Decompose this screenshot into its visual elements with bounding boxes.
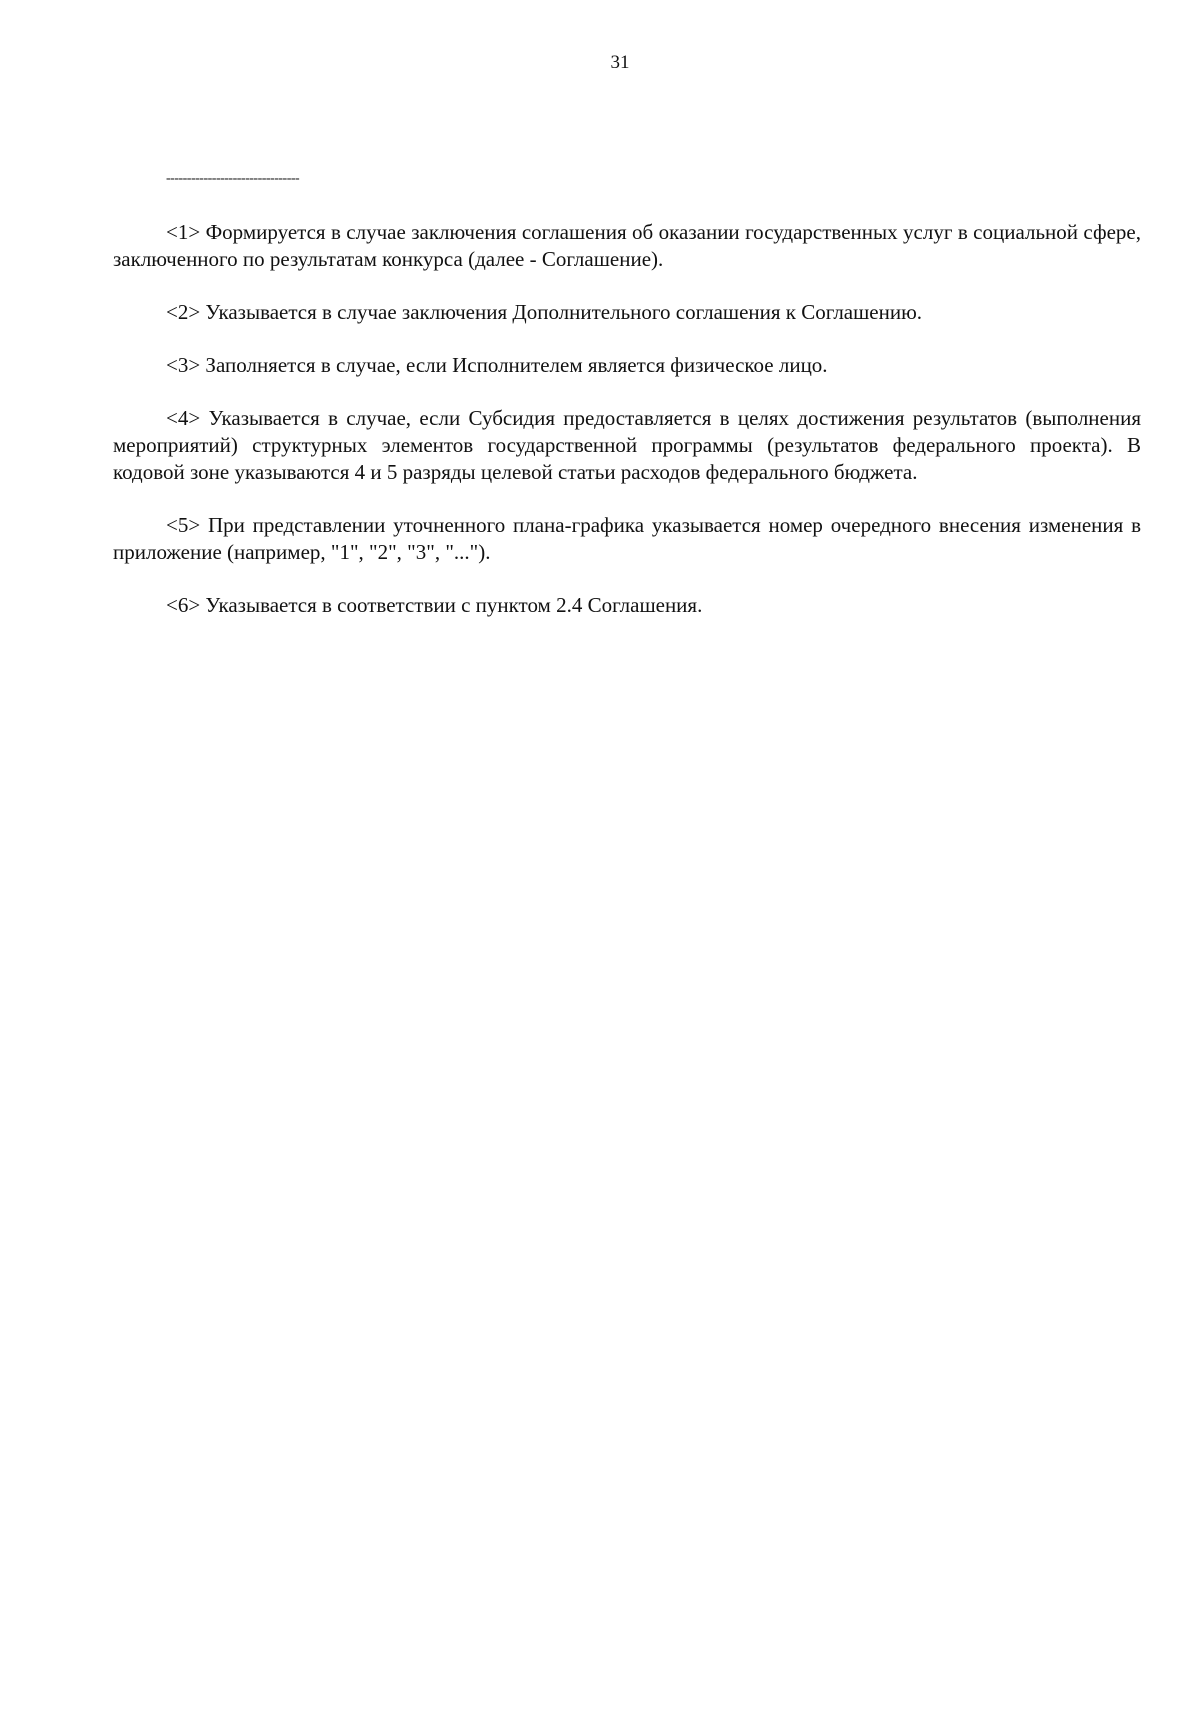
footnote-6: <6> Указывается в соответствии с пунктом 2.4 Соглашения. [166,593,703,617]
page-number: 31 [610,52,630,73]
footnote-4: <4> Указывается в случае, если Субсидия предоставляется в целях достижения результатов (выполнения мероприятий) структурных элементов государственной программы (результатов федерального проекта). В кодовой зоне указываются 4 и 5 разряды целевой статьи расходов федерального бюджета. [113,406,1141,484]
footnotes-section [113,219,1141,645]
footnote-3: <3> Заполняется в случае, если Исполнителем является физическое лицо. [166,353,828,377]
footnote-2: <2> Указывается в случае заключения Дополнительного соглашения к Соглашению. [166,300,923,324]
footnote-1: <1> Формируется в случае заключения соглашения об оказании государственных услуг в социальной сфере, заключенного по результатам конкурса (далее - Соглашение). [113,220,1141,271]
footnote-5: <5> При представлении уточненного плана-графика указывается номер очередного внесения изменения в приложение (например, "1", "2", "3", "..."). [113,513,1141,564]
footnote-separator: -------------------------------- [166,172,300,186]
